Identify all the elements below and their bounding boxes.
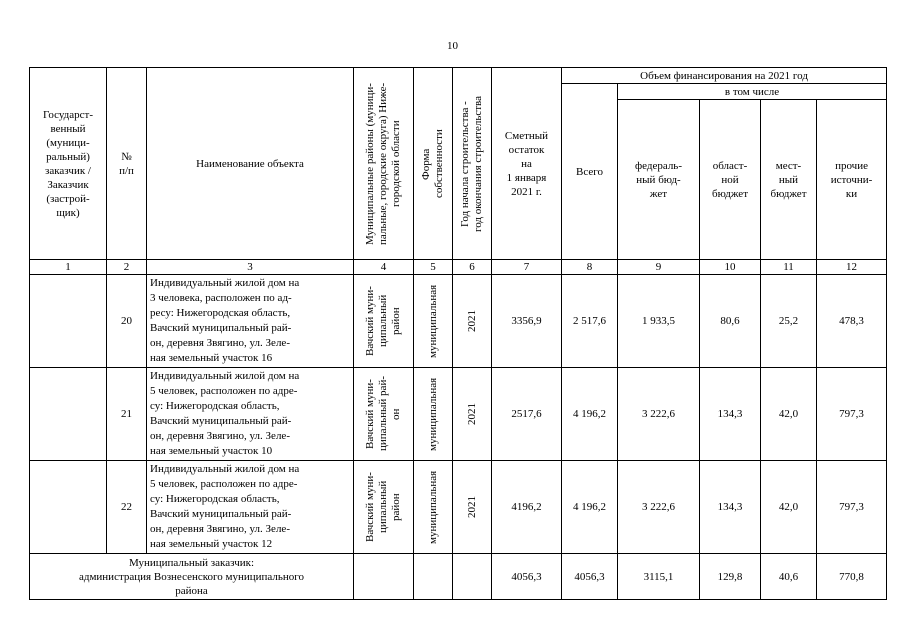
years-text: 2021 [465,310,478,332]
header-balance: Сметный остаток на 1 января 2021 г. [492,68,562,260]
other-value: 478,3 [817,275,887,368]
summary-empty-cell [354,554,414,600]
ownership-cell [414,461,453,554]
years-text: 2021 [465,403,478,425]
col-number: 7 [492,260,562,275]
district-cell [354,461,414,554]
years-cell [453,368,492,461]
years-text: 2021 [465,496,478,518]
col-number: 2 [107,260,147,275]
regional-value: 80,6 [700,275,761,368]
balance-value: 2517,6 [492,368,562,461]
col-number: 5 [414,260,453,275]
balance-value: 4196,2 [492,461,562,554]
page-number: 10 [447,40,458,52]
col-number: 3 [147,260,354,275]
district-text: Вачский муни- ципальный район [364,472,402,542]
col-number: 8 [562,260,618,275]
district-cell [354,275,414,368]
object-name: Индивидуальный жилой дом на 3 человека, расположен по ад- ресу: Нижегородская область, Вачский муниципальный рай- он, деревня Звягино, ул. Зеле- ная земельный участок 16 [147,275,354,368]
regional-value: 134,3 [700,461,761,554]
header-customer: Государст- венный (муници- pальный) заказчик / Заказчик (застрой- щик) [30,68,107,260]
regional-value: 134,3 [700,368,761,461]
header-object-name: Наименование объекта [147,68,354,260]
summary-total: 4056,3 [562,554,618,600]
summary-label: Муниципальный заказчик: администрация Вознесенского муниципального района [30,554,354,600]
col-number: 6 [453,260,492,275]
row-number: 21 [107,368,147,461]
summary-balance: 4056,3 [492,554,562,600]
ownership-text: муниципальная [426,284,439,358]
object-name: Индивидуальный жилой дом на 5 человек, расположен по адре- су: Нижегородская область, Вачский муниципальный рай- он, деревня Звягино, ул. Зеле- ная земельный участок 12 [147,461,354,554]
table-row [30,461,887,554]
column-number-row [30,260,887,275]
other-value: 797,3 [817,368,887,461]
ownership-cell [414,275,453,368]
header-ownership-text: Форма собственности [420,129,445,198]
header-years-text: Год начала строительства - год окончания строительства [459,95,484,232]
district-text: Вачский муни- ципальный рай- он [364,376,402,452]
row-number: 20 [107,275,147,368]
header-including: в том числе [618,84,887,100]
total-value: 4 196,2 [562,368,618,461]
header-regional: област- ной бюджет [700,100,761,260]
summary-empty-cell [453,554,492,600]
col-number: 1 [30,260,107,275]
federal-value: 3 222,6 [618,461,700,554]
col-number: 10 [700,260,761,275]
summary-local: 40,6 [761,554,817,600]
ownership-text: муниципальная [426,377,439,451]
header-district-text: Муниципальные районы (муници- пальные, городские округа) Ниже- городской области [364,82,402,245]
district-cell [354,368,414,461]
summary-row [30,554,887,600]
col-number: 4 [354,260,414,275]
customer-cell [30,275,107,368]
header-num: № п/п [107,68,147,260]
customer-cell [30,368,107,461]
header-years [453,68,492,260]
ownership-cell [414,368,453,461]
header-total: Всего [562,84,618,260]
col-number: 12 [817,260,887,275]
header-other: прочие источни- ки [817,100,887,260]
federal-value: 3 222,6 [618,368,700,461]
federal-value: 1 933,5 [618,275,700,368]
local-value: 25,2 [761,275,817,368]
col-number: 9 [618,260,700,275]
customer-cell [30,461,107,554]
header-local: мест- ный бюджет [761,100,817,260]
ownership-text: муниципальная [426,470,439,544]
summary-regional: 129,8 [700,554,761,600]
object-name: Индивидуальный жилой дом на 5 человек, расположен по адре- су: Нижегородская область, Вачский муниципальный рай- он, деревня Звягино, ул. Зеле- ная земельный участок 10 [147,368,354,461]
years-cell [453,461,492,554]
local-value: 42,0 [761,461,817,554]
summary-federal: 3115,1 [618,554,700,600]
col-number: 11 [761,260,817,275]
total-value: 4 196,2 [562,461,618,554]
total-value: 2 517,6 [562,275,618,368]
years-cell [453,275,492,368]
balance-value: 3356,9 [492,275,562,368]
other-value: 797,3 [817,461,887,554]
header-ownership [414,68,453,260]
header-federal: федераль- ный бюд- жет [618,100,700,260]
district-text: Вачский муни- ципальный район [364,286,402,356]
summary-empty-cell [414,554,453,600]
financing-table [29,67,887,600]
row-number: 22 [107,461,147,554]
header-row-1 [30,68,887,84]
table-row [30,275,887,368]
header-district [354,68,414,260]
summary-other: 770,8 [817,554,887,600]
table-row [30,368,887,461]
local-value: 42,0 [761,368,817,461]
header-funding-group: Объем финансирования на 2021 год [562,68,887,84]
